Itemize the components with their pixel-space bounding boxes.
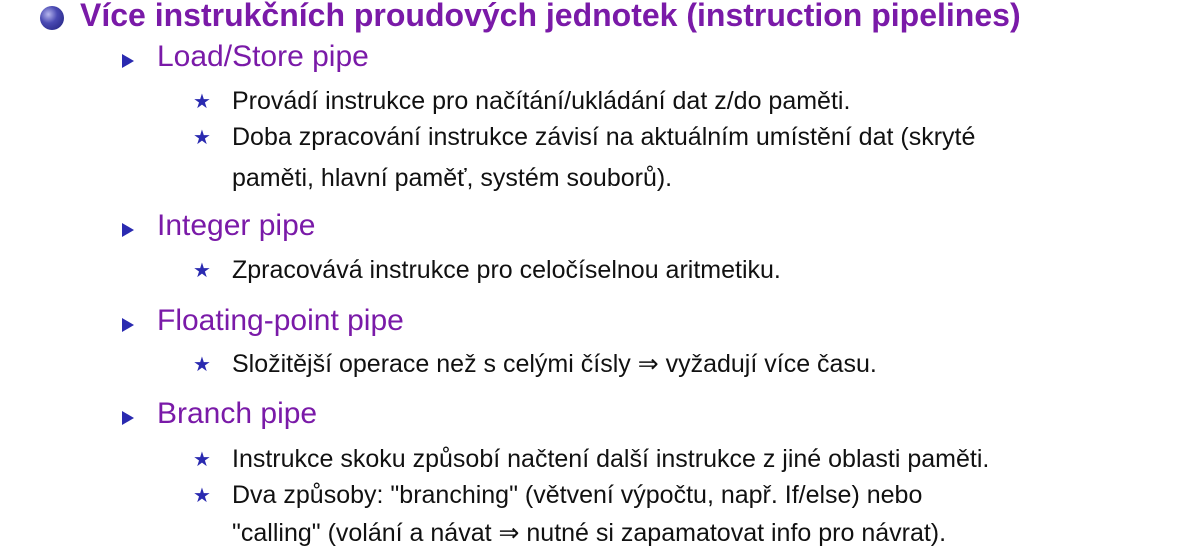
triangle-bullet-icon [122,54,134,68]
list-item-text: Doba zpracování instrukce závisí na aktuálním umístění dat (skryté [232,123,976,151]
triangle-bullet-icon [122,411,134,425]
star-bullet-icon: ★ [193,354,211,376]
circle-bullet-icon [40,6,64,30]
main-title: Více instrukčních proudových jednotek (instruction pipelines) [80,0,1021,33]
list-item-text-continued: "calling" (volání a návat ⇒ nutné si zapamatovat info pro návrat). [232,519,947,547]
list-item-text-continued: paměti, hlavní paměť, systém souborů). [232,164,673,192]
list-item-text: Zpracovává instrukce pro celočíselnou aritmetiku. [232,256,781,284]
list-item-text: Dva způsoby: "branching" (větvení výpočtu, např. If/else) nebo [232,481,923,509]
triangle-bullet-icon [122,318,134,332]
section-title-integer: Integer pipe [157,209,316,242]
star-bullet-icon: ★ [193,260,211,282]
section-title-load-store: Load/Store pipe [157,40,369,73]
star-bullet-icon: ★ [193,449,211,471]
section-title-floating-point: Floating-point pipe [157,304,404,337]
star-bullet-icon: ★ [193,485,211,507]
section-title-branch: Branch pipe [157,397,318,430]
list-item-text: Instrukce skoku způsobí načtení další instrukce z jiné oblasti paměti. [232,445,990,473]
star-bullet-icon: ★ [193,91,211,113]
list-item-text: Složitější operace než s celými čísly ⇒ vyžadují více času. [232,350,877,378]
star-bullet-icon: ★ [193,127,211,149]
list-item-text: Provádí instrukce pro načítání/ukládání dat z/do paměti. [232,87,851,115]
triangle-bullet-icon [122,223,134,237]
